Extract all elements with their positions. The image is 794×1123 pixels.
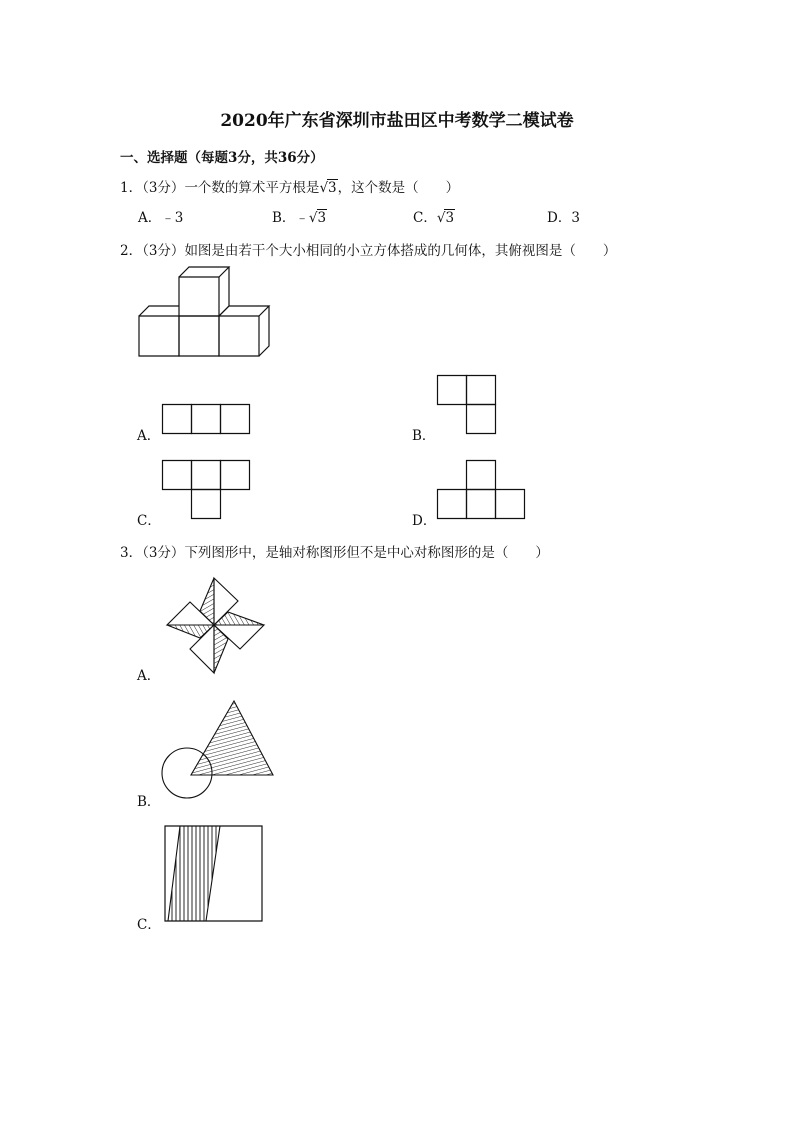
option-label: C． bbox=[413, 210, 437, 226]
question-2 bbox=[120, 239, 616, 259]
question-number: 2． bbox=[120, 243, 143, 259]
option-b[interactable] bbox=[272, 206, 327, 226]
option-b[interactable]: B． bbox=[137, 794, 161, 810]
circle-triangle-figure[interactable] bbox=[160, 698, 278, 802]
radicand: 3 bbox=[317, 210, 327, 226]
question-text: 下列图形中，是轴对称图形但不是中心对称图形的是（ ） bbox=[184, 545, 549, 561]
question-text-end: ，这个数是（ ） bbox=[337, 180, 460, 196]
top-view-b[interactable] bbox=[437, 375, 496, 434]
question-3 bbox=[120, 541, 549, 561]
option-d[interactable] bbox=[547, 206, 580, 226]
top-view-d[interactable] bbox=[437, 460, 525, 519]
sqrt-symbol: √3 bbox=[436, 210, 455, 226]
question-number: 3． bbox=[120, 545, 143, 561]
question-text: 如图是由若干个大小相同的小立方体搭成的几何体，其俯视图是（ ） bbox=[184, 243, 617, 259]
sqrt-symbol: √3 bbox=[308, 210, 327, 226]
option-a[interactable]: A． bbox=[137, 428, 161, 444]
option-label: B． bbox=[272, 210, 296, 226]
rectangle-hatch-figure[interactable] bbox=[164, 825, 264, 923]
question-text: 一个数的算术平方根是 bbox=[184, 180, 320, 196]
option-text: 3 bbox=[571, 210, 580, 226]
question-number: 1． bbox=[120, 180, 143, 196]
pinwheel-figure[interactable] bbox=[165, 576, 267, 676]
option-a[interactable] bbox=[138, 206, 183, 226]
radicand: 3 bbox=[445, 210, 455, 226]
option-c[interactable]: C． bbox=[137, 917, 161, 933]
top-view-c[interactable] bbox=[162, 460, 250, 519]
cube-solid-figure bbox=[130, 262, 280, 366]
option-d[interactable]: D． bbox=[412, 513, 437, 529]
option-text: ﹣3 bbox=[161, 210, 184, 226]
page-title: 2020年广东省深圳市盐田区中考数学二模试卷 bbox=[220, 111, 574, 131]
question-score: （3分） bbox=[142, 243, 185, 259]
option-b[interactable]: B． bbox=[412, 428, 436, 444]
option-label: A． bbox=[138, 210, 162, 226]
option-prefix: ﹣ bbox=[295, 210, 309, 226]
option-c[interactable] bbox=[413, 206, 455, 226]
option-a[interactable]: A． bbox=[137, 668, 161, 684]
question-score: （3分） bbox=[142, 180, 185, 196]
top-view-a[interactable] bbox=[162, 404, 250, 434]
radicand: 3 bbox=[328, 180, 337, 196]
option-label: D． bbox=[547, 210, 572, 226]
sqrt-symbol: √3 bbox=[319, 180, 337, 196]
question-1 bbox=[120, 176, 459, 196]
option-c[interactable]: C． bbox=[137, 513, 161, 529]
question-score: （3分） bbox=[142, 545, 185, 561]
section-heading: 一、选择题（每题3分，共36分） bbox=[120, 150, 324, 166]
